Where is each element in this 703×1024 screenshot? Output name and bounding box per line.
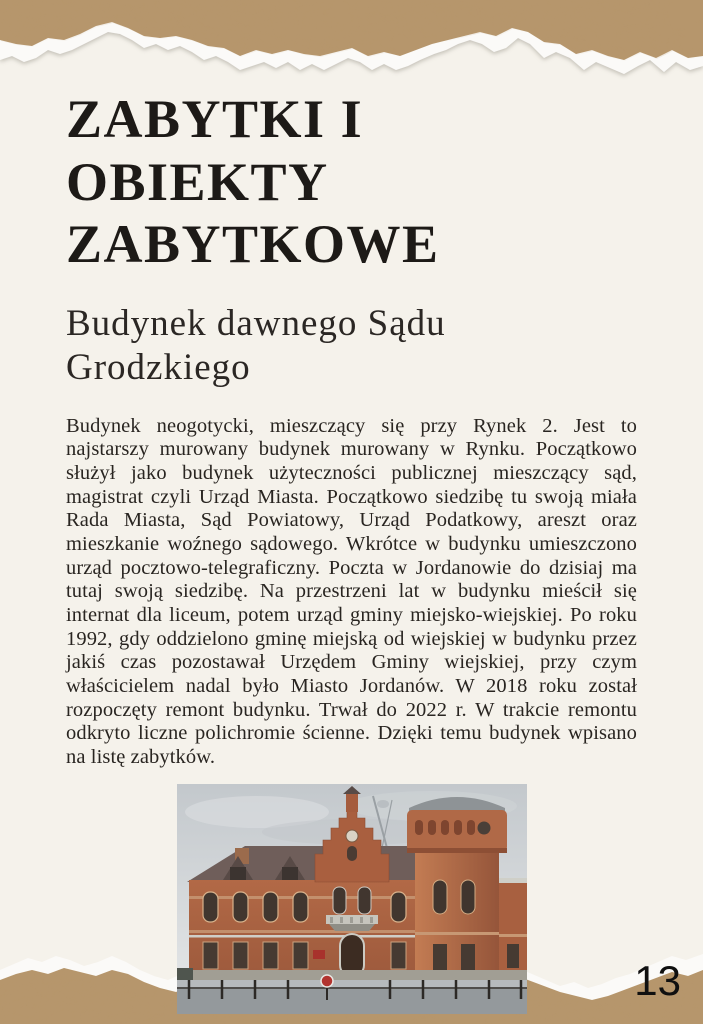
section-subtitle [66, 302, 637, 391]
page-title [66, 88, 637, 276]
page-title-line-1: ZABYTKI I OBIEKTY [66, 89, 364, 212]
photo-red-sign [313, 950, 325, 959]
historic-courthouse-photo [177, 784, 527, 1014]
page-content [66, 0, 637, 1014]
section-subtitle-line-2: Grodzkiego [66, 347, 251, 389]
section-subtitle-line-1: Budynek dawnego Sądu [66, 302, 446, 344]
body-paragraph: Budynek neogotycki, mieszczący się przy Rynek 2. Jest to najstarszy murowany budynek murowany w Rynku. Początkowo służył jako budynek użyteczności publicznej mieszczący sąd, magistrat czyli Urząd Miasta. Początkowo siedzibę tu swoją miała Rada Miasta, Sąd Powiatowy, Urząd Podatkowy, areszt oraz mieszkanie woźnego sądowego. Wkrótce w budynku umieszczono urząd pocztowo-telegraficzny. Poczta w Jordanowie do dzisiaj ma tutaj swoją siedzibę. Na przestrzeni lat w budynku mieścił się internat dla liceum, potem urząd gminy miejsko-wiejskiej. Po roku 1992, gdy oddzielono gminę miejską od wiejskiej w budynku przez jakiś czas pozostawał Urzędem Gminy wiejskiej, przy czym właścicielem nadal było Miasto Jordanów. W 2018 roku został rozpoczęty remont budynku. Trwał do 2022 r. W trakcie remontu odkryto liczne polichromie ścienne. Dzięki temu budynek wpisano na listę zabytków. [66, 414, 637, 769]
photo-tower [415, 842, 499, 984]
page-title-line-2: ZABYTKOWE [66, 214, 440, 275]
page-number: 13 [634, 957, 681, 1004]
